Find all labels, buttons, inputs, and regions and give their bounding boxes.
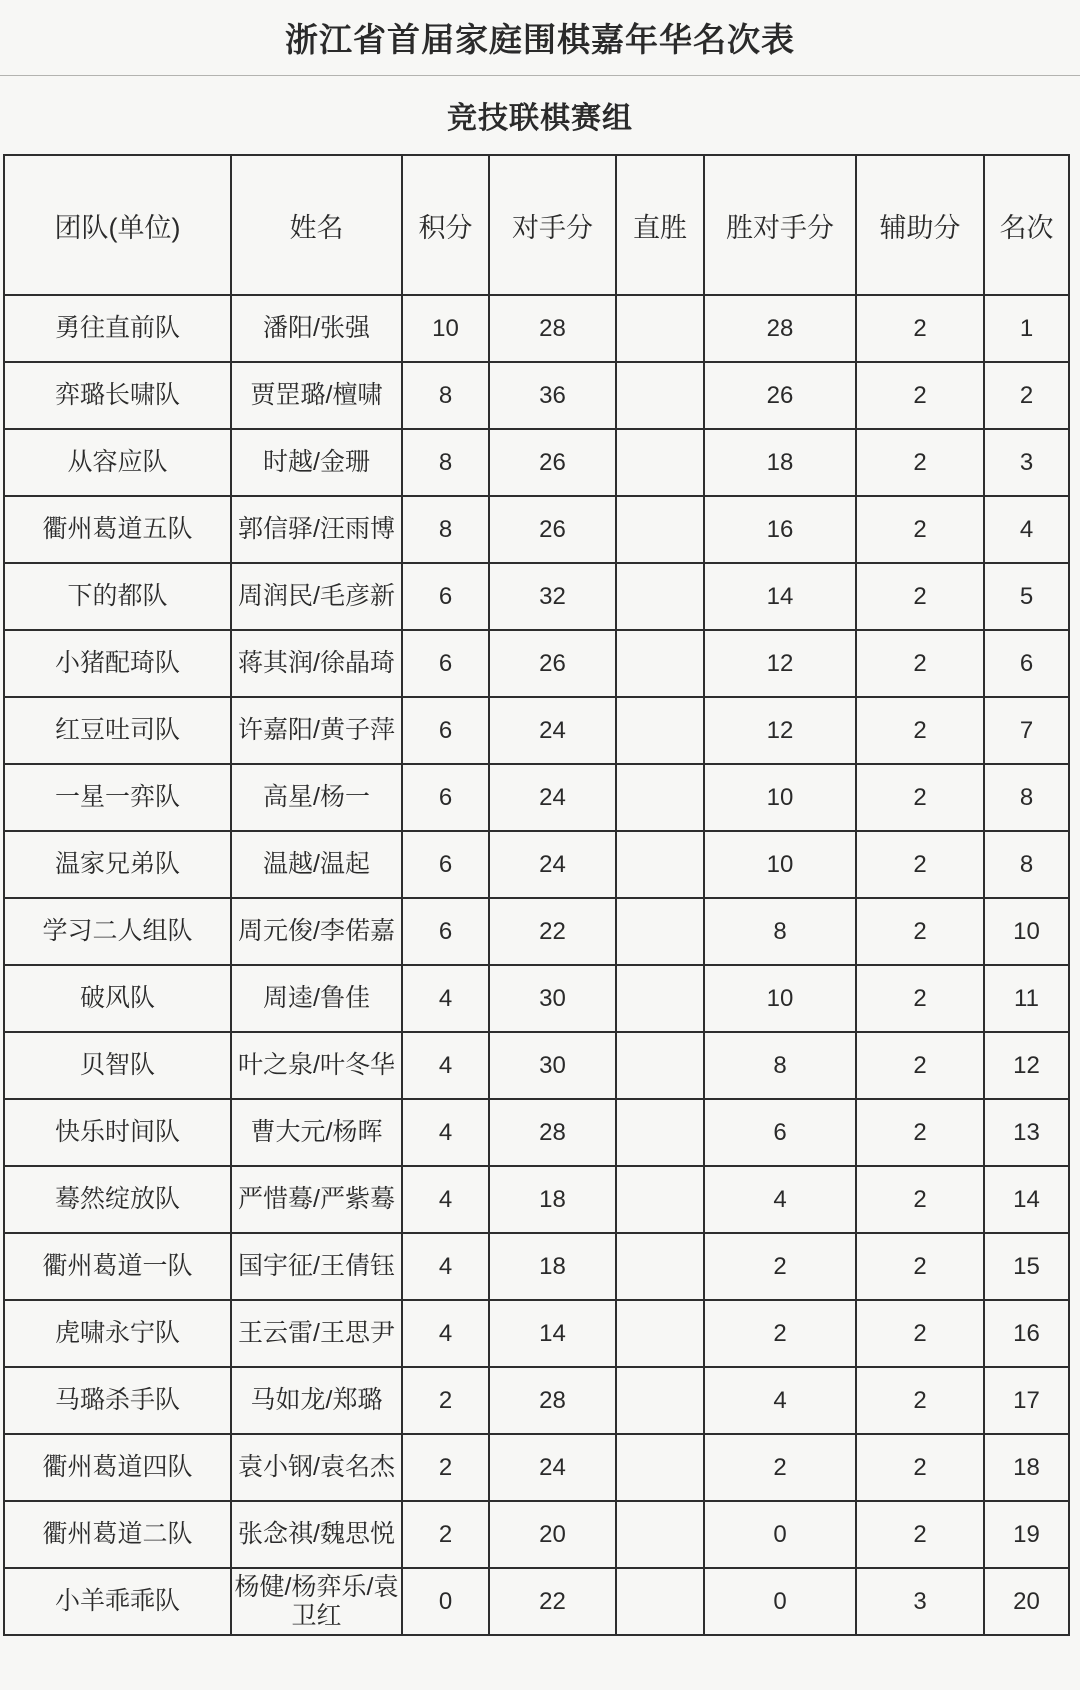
points-cell: 4: [402, 1233, 489, 1300]
beat-opponent-score-cell: 6: [704, 1099, 856, 1166]
beat-opponent-score-cell: 0: [704, 1568, 856, 1635]
auxiliary-score-cell: 2: [856, 965, 984, 1032]
direct-win-cell: [616, 898, 704, 965]
beat-opponent-score-cell: 10: [704, 831, 856, 898]
beat-opponent-score-cell: 16: [704, 496, 856, 563]
names-cell: 王云雷/王思尹: [231, 1300, 402, 1367]
points-cell: 6: [402, 563, 489, 630]
points-cell: 4: [402, 1099, 489, 1166]
opponent-score-cell: 14: [489, 1300, 616, 1367]
team-cell: 蓦然绽放队: [4, 1166, 231, 1233]
rank-cell: 16: [984, 1300, 1069, 1367]
opponent-score-cell: 28: [489, 1367, 616, 1434]
opponent-score-cell: 18: [489, 1233, 616, 1300]
table-row: [4, 1434, 1069, 1501]
rank-cell: 13: [984, 1099, 1069, 1166]
beat-opponent-score-cell: 8: [704, 1032, 856, 1099]
team-cell: 学习二人组队: [4, 898, 231, 965]
direct-win-cell: [616, 630, 704, 697]
direct-win-cell: [616, 295, 704, 362]
points-cell: 6: [402, 697, 489, 764]
auxiliary-score-cell: 3: [856, 1568, 984, 1635]
table-row: [4, 1501, 1069, 1568]
direct-win-cell: [616, 697, 704, 764]
names-cell: 杨健/杨弈乐/袁卫红: [231, 1568, 402, 1635]
names-cell: 许嘉阳/黄子萍: [231, 697, 402, 764]
opponent-score-cell: 22: [489, 1568, 616, 1635]
table-row: [4, 898, 1069, 965]
table-row: [4, 1099, 1069, 1166]
team-cell: 勇往直前队: [4, 295, 231, 362]
points-cell: 8: [402, 496, 489, 563]
auxiliary-score-cell: 2: [856, 1501, 984, 1568]
beat-opponent-score-cell: 4: [704, 1367, 856, 1434]
points-cell: 6: [402, 898, 489, 965]
rank-cell: 12: [984, 1032, 1069, 1099]
points-cell: 0: [402, 1568, 489, 1635]
auxiliary-score-cell: 2: [856, 1099, 984, 1166]
team-cell: 衢州葛道一队: [4, 1233, 231, 1300]
table-row: [4, 1367, 1069, 1434]
column-header-points: 积分: [402, 155, 489, 295]
beat-opponent-score-cell: 10: [704, 764, 856, 831]
direct-win-cell: [616, 1367, 704, 1434]
team-cell: 红豆吐司队: [4, 697, 231, 764]
rank-cell: 20: [984, 1568, 1069, 1635]
names-cell: 国宇征/王倩钰: [231, 1233, 402, 1300]
direct-win-cell: [616, 563, 704, 630]
points-cell: 6: [402, 764, 489, 831]
auxiliary-score-cell: 2: [856, 1300, 984, 1367]
team-cell: 从容应队: [4, 429, 231, 496]
opponent-score-cell: 18: [489, 1166, 616, 1233]
opponent-score-cell: 28: [489, 295, 616, 362]
table-row: [4, 697, 1069, 764]
names-cell: 温越/温起: [231, 831, 402, 898]
table-row: [4, 764, 1069, 831]
table-row: [4, 1300, 1069, 1367]
opponent-score-cell: 32: [489, 563, 616, 630]
auxiliary-score-cell: 2: [856, 429, 984, 496]
rank-cell: 14: [984, 1166, 1069, 1233]
direct-win-cell: [616, 831, 704, 898]
direct-win-cell: [616, 429, 704, 496]
opponent-score-cell: 26: [489, 630, 616, 697]
table-row: [4, 362, 1069, 429]
names-cell: 潘阳/张强: [231, 295, 402, 362]
team-cell: 一星一弈队: [4, 764, 231, 831]
points-cell: 10: [402, 295, 489, 362]
team-cell: 弈璐长啸队: [4, 362, 231, 429]
direct-win-cell: [616, 1233, 704, 1300]
direct-win-cell: [616, 1099, 704, 1166]
direct-win-cell: [616, 764, 704, 831]
opponent-score-cell: 24: [489, 764, 616, 831]
auxiliary-score-cell: 2: [856, 362, 984, 429]
points-cell: 6: [402, 630, 489, 697]
names-cell: 贾罡璐/檀啸: [231, 362, 402, 429]
auxiliary-score-cell: 2: [856, 764, 984, 831]
table-row: [4, 1233, 1069, 1300]
auxiliary-score-cell: 2: [856, 1032, 984, 1099]
title-bar: [0, 0, 1080, 76]
direct-win-cell: [616, 965, 704, 1032]
auxiliary-score-cell: 2: [856, 295, 984, 362]
rank-cell: 18: [984, 1434, 1069, 1501]
opponent-score-cell: 30: [489, 1032, 616, 1099]
names-cell: 袁小钢/袁名杰: [231, 1434, 402, 1501]
auxiliary-score-cell: 2: [856, 1166, 984, 1233]
points-cell: 4: [402, 1166, 489, 1233]
beat-opponent-score-cell: 14: [704, 563, 856, 630]
rank-cell: 4: [984, 496, 1069, 563]
opponent-score-cell: 20: [489, 1501, 616, 1568]
table-row: [4, 630, 1069, 697]
ranking-table: [3, 154, 1070, 1636]
names-cell: 周润民/毛彦新: [231, 563, 402, 630]
section-bar: [0, 76, 1080, 154]
rank-cell: 11: [984, 965, 1069, 1032]
auxiliary-score-cell: 2: [856, 496, 984, 563]
rank-cell: 17: [984, 1367, 1069, 1434]
beat-opponent-score-cell: 0: [704, 1501, 856, 1568]
names-cell: 时越/金珊: [231, 429, 402, 496]
team-cell: 下的都队: [4, 563, 231, 630]
opponent-score-cell: 30: [489, 965, 616, 1032]
points-cell: 4: [402, 1300, 489, 1367]
names-cell: 曹大元/杨晖: [231, 1099, 402, 1166]
names-cell: 周逵/鲁佳: [231, 965, 402, 1032]
auxiliary-score-cell: 2: [856, 1367, 984, 1434]
rank-cell: 6: [984, 630, 1069, 697]
team-cell: 温家兄弟队: [4, 831, 231, 898]
direct-win-cell: [616, 1300, 704, 1367]
names-cell: 郭信驿/汪雨博: [231, 496, 402, 563]
table-row: [4, 965, 1069, 1032]
table-row: [4, 1166, 1069, 1233]
opponent-score-cell: 26: [489, 429, 616, 496]
auxiliary-score-cell: 2: [856, 563, 984, 630]
points-cell: 6: [402, 831, 489, 898]
direct-win-cell: [616, 1434, 704, 1501]
column-header-direct-win: 直胜: [616, 155, 704, 295]
column-header-beat-opponent-score: 胜对手分: [704, 155, 856, 295]
opponent-score-cell: 24: [489, 1434, 616, 1501]
auxiliary-score-cell: 2: [856, 1434, 984, 1501]
names-cell: 叶之泉/叶冬华: [231, 1032, 402, 1099]
auxiliary-score-cell: 2: [856, 697, 984, 764]
table-row: [4, 831, 1069, 898]
table-row: [4, 1032, 1069, 1099]
table-row: [4, 429, 1069, 496]
table-row: [4, 295, 1069, 362]
beat-opponent-score-cell: 2: [704, 1233, 856, 1300]
beat-opponent-score-cell: 2: [704, 1434, 856, 1501]
names-cell: 高星/杨一: [231, 764, 402, 831]
team-cell: 贝智队: [4, 1032, 231, 1099]
table-row: [4, 563, 1069, 630]
team-cell: 小猪配琦队: [4, 630, 231, 697]
rank-cell: 2: [984, 362, 1069, 429]
column-header-rank: 名次: [984, 155, 1069, 295]
auxiliary-score-cell: 2: [856, 831, 984, 898]
names-cell: 马如龙/郑璐: [231, 1367, 402, 1434]
points-cell: 2: [402, 1501, 489, 1568]
beat-opponent-score-cell: 12: [704, 697, 856, 764]
column-header-team: 团队(单位): [4, 155, 231, 295]
direct-win-cell: [616, 1568, 704, 1635]
direct-win-cell: [616, 1501, 704, 1568]
team-cell: 衢州葛道五队: [4, 496, 231, 563]
column-header-names: 姓名: [231, 155, 402, 295]
points-cell: 2: [402, 1434, 489, 1501]
team-cell: 衢州葛道二队: [4, 1501, 231, 1568]
table-row: [4, 1568, 1069, 1635]
names-cell: 严惜蓦/严紫蓦: [231, 1166, 402, 1233]
rank-cell: 8: [984, 831, 1069, 898]
rank-cell: 19: [984, 1501, 1069, 1568]
direct-win-cell: [616, 496, 704, 563]
names-cell: 周元俊/李偌嘉: [231, 898, 402, 965]
beat-opponent-score-cell: 10: [704, 965, 856, 1032]
opponent-score-cell: 22: [489, 898, 616, 965]
beat-opponent-score-cell: 26: [704, 362, 856, 429]
beat-opponent-score-cell: 18: [704, 429, 856, 496]
opponent-score-cell: 26: [489, 496, 616, 563]
rank-cell: 10: [984, 898, 1069, 965]
column-header-opponent-score: 对手分: [489, 155, 616, 295]
column-header-auxiliary: 辅助分: [856, 155, 984, 295]
team-cell: 马璐杀手队: [4, 1367, 231, 1434]
section-title: 竞技联棋赛组: [447, 102, 633, 135]
team-cell: 小羊乖乖队: [4, 1568, 231, 1635]
beat-opponent-score-cell: 12: [704, 630, 856, 697]
auxiliary-score-cell: 2: [856, 898, 984, 965]
opponent-score-cell: 28: [489, 1099, 616, 1166]
points-cell: 2: [402, 1367, 489, 1434]
points-cell: 8: [402, 362, 489, 429]
beat-opponent-score-cell: 2: [704, 1300, 856, 1367]
direct-win-cell: [616, 1032, 704, 1099]
auxiliary-score-cell: 2: [856, 630, 984, 697]
page-title: 浙江省首届家庭围棋嘉年华名次表: [285, 21, 795, 58]
opponent-score-cell: 24: [489, 697, 616, 764]
names-cell: 蒋其润/徐晶琦: [231, 630, 402, 697]
names-cell: 张念祺/魏思悦: [231, 1501, 402, 1568]
auxiliary-score-cell: 2: [856, 1233, 984, 1300]
direct-win-cell: [616, 362, 704, 429]
header-row: [4, 155, 1069, 295]
beat-opponent-score-cell: 28: [704, 295, 856, 362]
opponent-score-cell: 36: [489, 362, 616, 429]
rank-cell: 8: [984, 764, 1069, 831]
opponent-score-cell: 24: [489, 831, 616, 898]
team-cell: 衢州葛道四队: [4, 1434, 231, 1501]
rank-cell: 7: [984, 697, 1069, 764]
table-row: [4, 496, 1069, 563]
points-cell: 8: [402, 429, 489, 496]
beat-opponent-score-cell: 8: [704, 898, 856, 965]
points-cell: 4: [402, 965, 489, 1032]
direct-win-cell: [616, 1166, 704, 1233]
rank-cell: 1: [984, 295, 1069, 362]
rank-cell: 15: [984, 1233, 1069, 1300]
team-cell: 破风队: [4, 965, 231, 1032]
team-cell: 快乐时间队: [4, 1099, 231, 1166]
team-cell: 虎啸永宁队: [4, 1300, 231, 1367]
rank-cell: 5: [984, 563, 1069, 630]
rank-cell: 3: [984, 429, 1069, 496]
beat-opponent-score-cell: 4: [704, 1166, 856, 1233]
points-cell: 4: [402, 1032, 489, 1099]
